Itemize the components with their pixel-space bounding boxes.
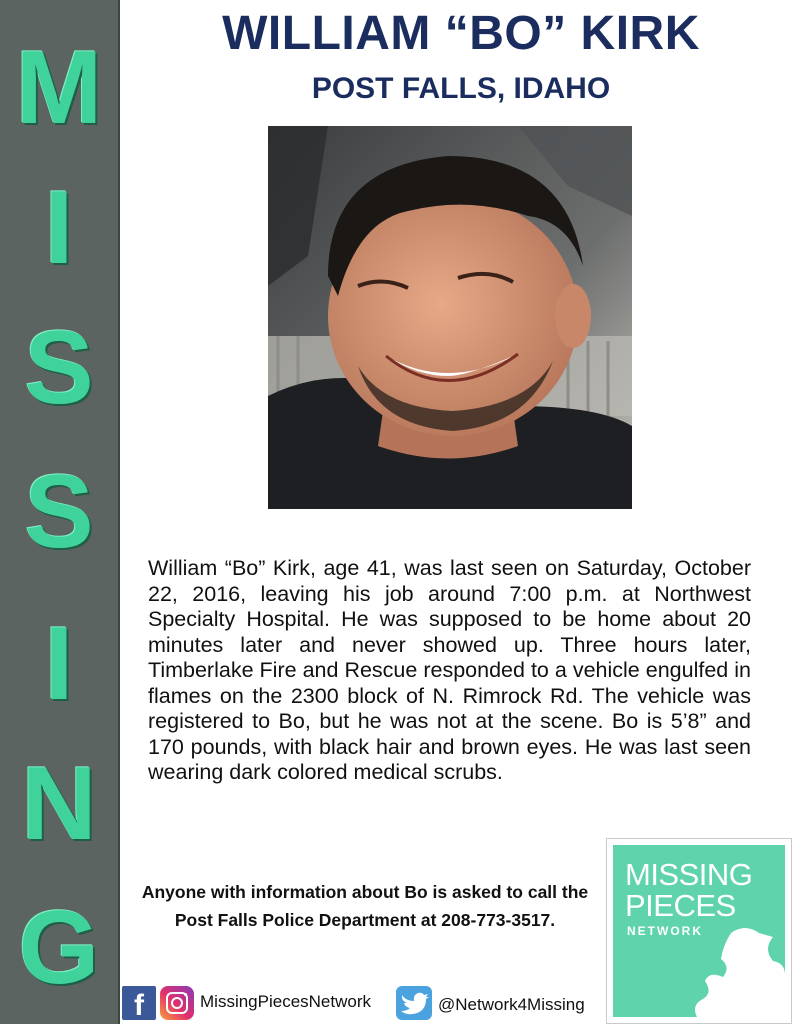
twitter-icon[interactable] xyxy=(396,986,432,1020)
instagram-icon[interactable] xyxy=(160,986,194,1020)
logo-text-network: NETWORK xyxy=(627,924,703,938)
banner-letter-n: N xyxy=(21,746,97,862)
contact-information: Anyone with information about Bo is asked to call the Post Falls Police Department at 208-773-3517. xyxy=(141,882,589,930)
logo-text-pieces: PIECES xyxy=(625,888,736,923)
twitter-handle[interactable]: @Network4Missing xyxy=(438,995,585,1014)
logo-text-missing: MISSING xyxy=(625,857,753,892)
instagram-flash-dot xyxy=(184,993,187,996)
facebook-handle[interactable]: MissingPiecesNetwork xyxy=(200,992,371,1011)
missing-side-banner xyxy=(0,0,120,1024)
case-description: William “Bo” Kirk, age 41, was last seen on Saturday, October 22, 2016, leaving his job around 7:00 p.m. at Northwest Specialty Hospital. He was supposed to be home about 20 minutes later and never showed up. Three hours later, Timberlake Fire and Rescue responded to a vehicle engulfed in flames on the 2300 block of N. Rimrock Rd. The vehicle was registered to Bo, but he was not at the scene. Bo is 5’8” and 170 pounds, with black hair and brown eyes. He was last seen wearing dark colored medical scrubs. xyxy=(148,556,751,784)
instagram-lens xyxy=(171,997,183,1009)
banner-letter-s: S xyxy=(24,310,94,426)
facebook-glyph: f xyxy=(134,989,144,1022)
missing-pieces-network-logo xyxy=(606,838,792,1024)
banner-letter-i: I xyxy=(44,606,74,722)
missing-person-photo xyxy=(268,126,632,509)
puzzle-piece-icon xyxy=(613,845,785,1017)
facebook-icon[interactable] xyxy=(122,986,156,1020)
banner-letter-s: S xyxy=(24,454,94,570)
missing-person-name: WILLIAM “BO” KIRK xyxy=(222,7,700,60)
banner-letter-g: G xyxy=(18,890,100,1006)
banner-letter-i: I xyxy=(44,170,74,286)
banner-letter-m: M xyxy=(15,30,103,146)
logo-panel xyxy=(613,845,785,1017)
missing-person-location: POST FALLS, IDAHO xyxy=(311,72,611,105)
